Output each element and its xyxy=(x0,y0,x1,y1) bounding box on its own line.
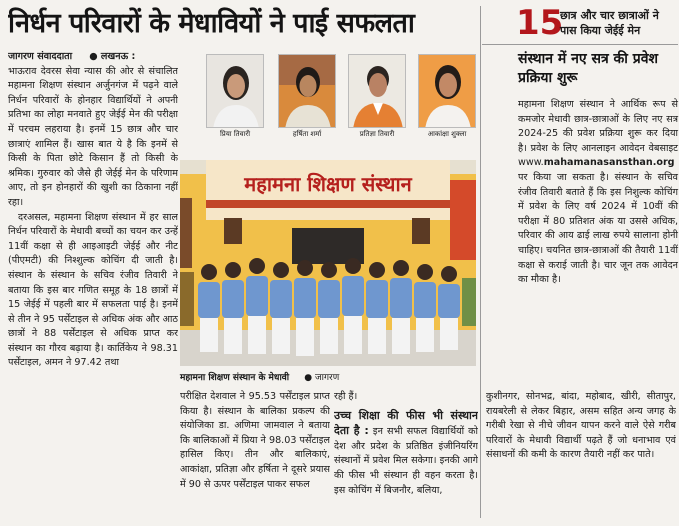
portrait xyxy=(348,54,406,128)
photo-caption xyxy=(180,370,476,386)
portrait xyxy=(418,54,476,128)
paragraph: परीक्षित देशवाल ने 95.53 पर्सेंटाइल प्राप्त किया है। संस्थान के बालिका प्रकल्प की संयोजिका डा. अणिमा जामवाल ने बताया कि बालिकाओं में प्रिया ने 98.03 पर्सेंटाइल हासिल किए। तीन और बालिकाएं, आकांक्षा, प्रतिज्ञा और हर्षिता ने दूसरे प्रयास में 90 से ऊपर पर्सेंटाइल पाकर सफल xyxy=(180,391,330,490)
article-column-1 xyxy=(8,50,178,520)
paragraph: दरअसल, महामना शिक्षण संस्थान में हर साल निर्धन परिवारों के मेधावी बच्चों का चयन कर उन्हें 11वीं कक्षा से ही आइआइटी जेईई और नीट (पीएमटी) की निश्शुल्क कोचिंग दी जाती है। संस्थान के संस्थान के सचिव रंजीव तिवारी ने बताया कि इस बार गणित समूह के 18 छात्रों में 15 जेईई में पहली बार में सफलता पाई है। इनमें से तीन ने 95 पर्सेंटाइल से अधिक अंक और आठ छात्रों ने 88 पर्सेंटाइल से अधिक प्राप्त कर संस्थान का गौरव बढ़ाया है। कार्तिकेय ने 98.31 पर्सेंटाइल, अमन ने 97.42 तथा xyxy=(8,211,178,369)
sidebar-text: महामना शिक्षण संस्थान ने आर्थिक रूप से कमजोर मेधावी छात्र-छात्राओं के लिए नए सत्र 2024-25 की प्रवेश प्रक्रिया शुरू कर दिया है। प्रवेश के लिए आनलाइन आवेदन वेबसाइट www. xyxy=(518,99,678,169)
article-column-4 xyxy=(486,390,676,520)
student-name: हर्षिता शर्मा xyxy=(292,130,322,138)
side-headline-text: छात्र और चार छात्राओं ने पास किया जेईई मेन xyxy=(560,9,659,37)
photo-credit: ● जागरण xyxy=(304,373,340,383)
byline xyxy=(8,50,178,65)
student-name: प्रिया तिवारी xyxy=(219,130,251,138)
student-name: प्रतिज्ञा तिवारी xyxy=(359,130,395,138)
paragraph: कुशीनगर, सोनभद्र, बांदा, महोबाद, खीरी, सीतापुर, रायबरेली से लेकर बिहार, असम सहित अन्य जगह के गरीबी रेखा से नीचे जीवन यापन करने वाले ऐसे गरीब परिवारों के मेधावी विद्यार्थी पढ़ते हैं जो धनाभाव एवं संसाधनों की कमी के कारण तैयारी नहीं कर पाते। xyxy=(486,391,676,461)
students-group xyxy=(192,250,464,360)
paragraph: भाऊराव देवरस सेवा न्यास की ओर से संचालित महामना शिक्षण संस्थान अर्जुनगंज में पढ़ने वाले निर्धन परिवारों के होनहार विद्यार्थियों ने अपनी प्रतिभा का लोहा मनवाते हुए जेईई मेन की परीक्षा में परचम लहराया है। इनमें 15 छात्र और चार छात्राएं शामिल हैं। खास बात ये है कि इनमें से किसी के पिता छोटे किसान हैं तो किसी के श्रमिक। गुरुवार को जैसे ही जेईई मेन के परिणाम आए, तो इन होनहारों की खुशी का ठिकाना नहीं रहा। xyxy=(8,65,178,208)
byline-agency: जागरण संवाददाता xyxy=(8,51,73,62)
photo-caption-text: महामना शिक्षण संस्थान के मेधावी xyxy=(180,373,290,383)
portrait xyxy=(206,54,264,128)
student-photo xyxy=(418,54,476,140)
portrait xyxy=(278,54,336,128)
institute-banner: महामना शिक्षण संस्थान xyxy=(244,172,412,196)
article-column-2 xyxy=(180,390,330,520)
sidebar-title: संस्थान में नए सत्र की प्रवेश प्रक्रिया शुरू xyxy=(518,51,659,86)
student-photo xyxy=(278,54,336,140)
sidebar-body xyxy=(518,98,678,288)
student-photo xyxy=(348,54,406,140)
subheading: उच्च शिक्षा की फीस भी संस्थान देता है : xyxy=(334,408,478,438)
headline: निर्धन परिवारों के मेधावियों ने पाई सफलता xyxy=(8,8,415,39)
side-headline xyxy=(486,2,676,46)
byline-place: ● लखनऊ : xyxy=(89,51,136,62)
paragraph xyxy=(334,409,478,499)
sidebar-website[interactable]: mahamanasansthan.org xyxy=(543,157,675,169)
student-name: आकांक्षा शुक्ला xyxy=(427,130,467,138)
student-photos xyxy=(200,54,476,150)
group-photo xyxy=(180,160,476,366)
column-divider xyxy=(480,6,481,518)
sidebar-text: पर किया जा सकता है। संस्थान के सचिव रंजीव तिवारी बताते हैं कि इस निशुल्क कोचिंग में प्रवेश के लिए वर्ष 2024 में 10वीं की परीक्षा में 80 प्रतिशत अंक या उससे अधिक, परिवार की आय ढाई लाख रुपये सालाना होनी चाहिए। चयनित छात्र-छात्राओं की तैयारी 11वीं कक्षा से कराई जाती है। चार जून तक आवेदन का मौका है। xyxy=(518,171,678,286)
article-column-3 xyxy=(334,390,478,520)
student-photo xyxy=(206,54,264,140)
subheading-text: इन सभी सफल विद्यार्थियों को देश और प्रदेश के प्रतिष्ठित इंजीनियरिंग संस्थानों में प्रवेश मिल सकेगा। इनकी आगे की फीस भी संस्थान ही वहन करता है। इस कोचिंग में बिजनौर, बलिया, xyxy=(334,426,478,496)
paragraph: रही हैं। xyxy=(334,391,358,402)
side-headline-number: 15 xyxy=(516,3,564,43)
